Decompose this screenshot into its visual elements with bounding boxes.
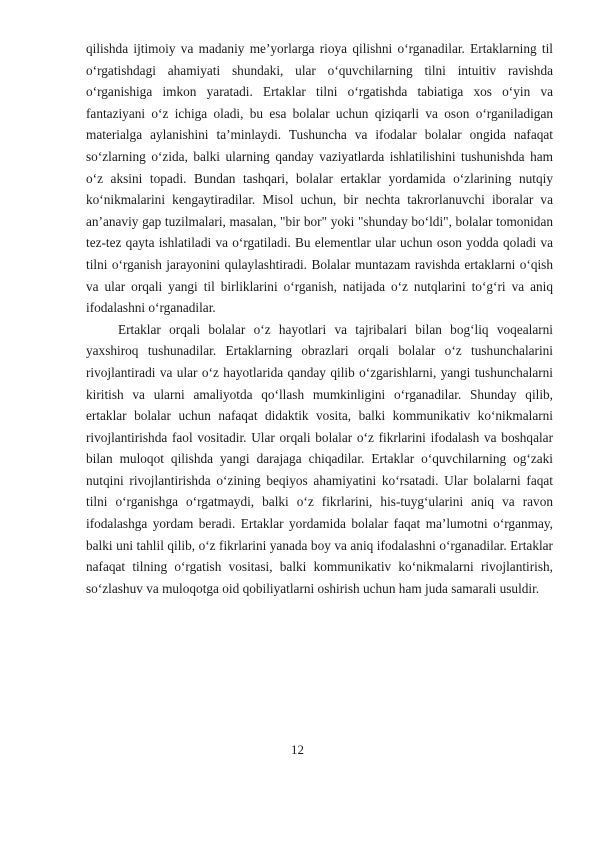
body-paragraph: qilishda ijtimoiy va madaniy me’yorlarga rioya qilishni o‘rganadilar. Ertaklarning til o‘rgatishdagi ahamiyati shundaki, ular o‘quvchilarning tilni intuitiv ravishda o‘rganishiga imkon yaratadi. Ertaklar tilni o‘rgatishda tabiatiga xos o‘yin va fantaziyani o‘z ichiga oladi, bu esa bolalar uchun qiziqarli va oson o‘rganiladigan materialga aylanishini ta’minlaydi. Tushuncha va ifodalar bolalar ongida nafaqat so‘zlarning o‘zida, balki ularning qanday vaziyatlarda ishlatilishini tushunishda ham o‘z aksini topadi. Bundan tashqari, bolalar ertaklar yordamida o‘zlarining nutqiy ko‘nikmalarini kengaytiradilar. Misol uchun, bir nechta takrorlanuvchi iboralar va an’anaviy gap tuzilmalari, masalan, "bir bor" yoki "shunday bo‘ldi", bolalar tomonidan tez-tez qayta ishlatiladi va o‘rgatiladi. Bu elementlar ular uchun oson yodda qoladi va tilni o‘rganish jarayonini qulaylashtiradi. Bolalar muntazam ravishda ertaklarni o‘qish va ular orqali yangi til birliklarini o‘rganish, natijada o‘z nutqlarini to‘g‘ri va aniq ifodalashni o‘rganadilar. [86, 41, 553, 316]
document-page [86, 38, 553, 599]
body-paragraph: Ertaklar orqali bolalar o‘z hayotlari va tajribalari bilan bog‘liq voqealarni yaxshiroq tushunadilar. Ertaklarning obrazlari orqali bolalar o‘z tushunchalarini rivojlantiradi va ular o‘z hayotlarida qanday qilib o‘zgarishlarni, yangi tushunchalarni kiritish va ularni amaliyotda qo‘llash mumkinligini o‘rganadilar. Shunday qilib, ertaklar bolalar uchun nafaqat didaktik vosita, balki kommunikativ ko‘nikmalarni rivojlantirishda faol vositadir. Ular orqali bolalar o‘z fikrlarini ifodalash va boshqalar bilan muloqot qilishda yangi darajaga chiqadilar. Ertaklar o‘quvchilarning og‘zaki nutqini rivojlantirishda o‘zining beqiyos ahamiyatini ko‘rsatadi. Ular bolalarni faqat tilni o‘rganishga o‘rgatmaydi, balki o‘z fikrlarini, his-tuyg‘ularini aniq va ravon ifodalashga yordam beradi. Ertaklar yordamida bolalar faqat ma’lumotni o‘rganmay, balki uni tahlil qilib, o‘z fikrlarini yanada boy va aniq ifodalashni o‘rganadilar. Ertaklar nafaqat tilning o‘rgatish vositasi, balki kommunikativ ko‘nikmalarni rivojlantirish, so‘zlashuv va muloqotga oid qobiliyatlarni oshirish uchun ham juda samarali usuldir. [86, 321, 553, 596]
page-number: 12 [291, 742, 304, 757]
